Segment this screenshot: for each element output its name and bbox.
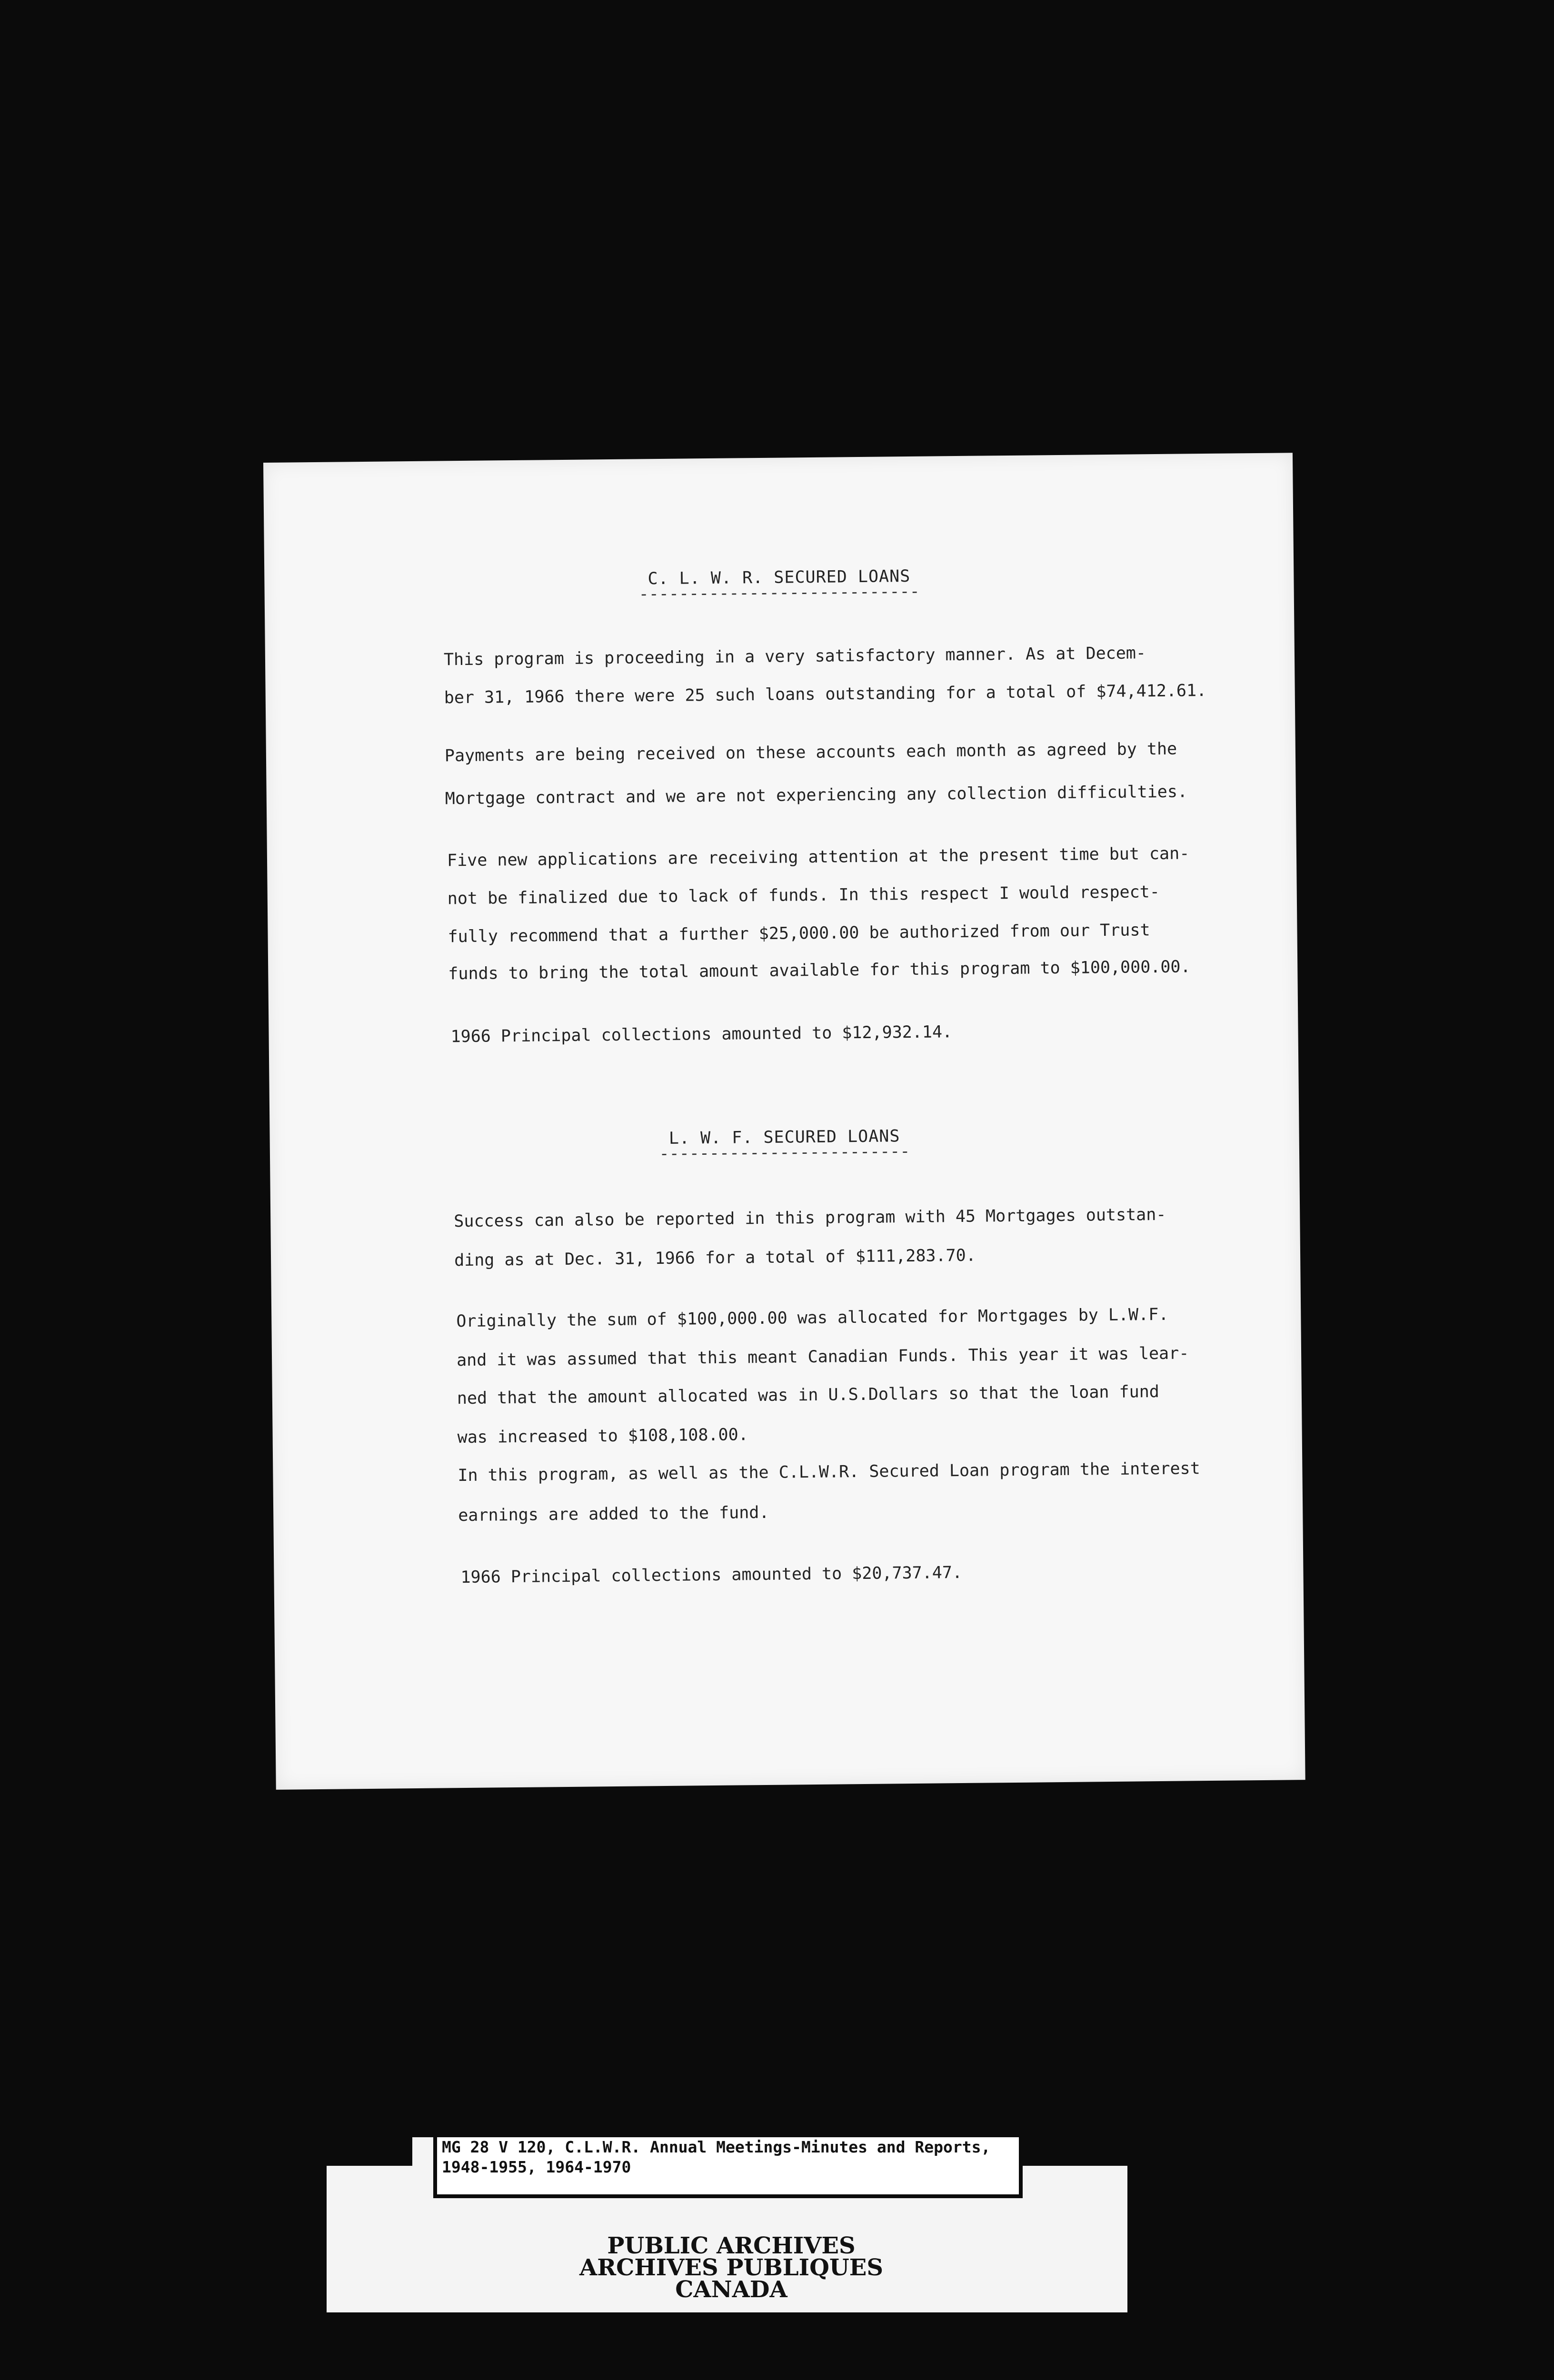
archive-reference-line1: MG 28 V 120, C.L.W.R. Annual Meetings-Minutes and Reports, — [442, 2138, 991, 2156]
section1-heading — [264, 563, 1294, 607]
paragraph-line: This program is proceeding in a very satisfactory manner. As at Decem- — [443, 644, 1146, 670]
archive-reference — [433, 2137, 1023, 2198]
paragraph-line: Five new applications are receiving attention at the present time but can- — [447, 844, 1190, 871]
paragraph-line: Payments are being received on these accounts each month as agreed by the — [444, 739, 1177, 766]
paragraph-line: fully recommend that a further $25,000.00 be authorized from our Trust — [448, 921, 1150, 947]
paragraph-line: Mortgage contract and we are not experiencing any collection difficulties. — [445, 782, 1188, 809]
archive-stamp-line1: PUBLIC ARCHIVES — [607, 2232, 856, 2259]
paragraph-line: ding as at Dec. 31, 1966 for a total of $111,283.70. — [454, 1246, 976, 1270]
section2-heading-underline: ------------------------- — [659, 1142, 910, 1164]
archive-stamp-line3: CANADA — [675, 2276, 787, 2303]
paragraph-line: ned that the amount allocated was in U.S.Dollars so that the loan fund — [457, 1382, 1160, 1408]
section2-heading — [270, 1123, 1300, 1167]
paragraph-line: not be finalized due to lack of funds. In this respect I would respect- — [447, 882, 1160, 909]
paragraph-line: Originally the sum of $100,000.00 was allocated for Mortgages by L.W.F. — [456, 1305, 1169, 1331]
paragraph-line: earnings are added to the fund. — [458, 1503, 769, 1526]
section2-heading-title: L. W. F. SECURED LOANS — [668, 1127, 900, 1148]
archive-label — [327, 2138, 1127, 2312]
section1-heading-underline: ---------------------------- — [638, 582, 920, 604]
paragraph-line: funds to bring the total amount available for this program to $100,000.00. — [448, 957, 1191, 984]
label-tab — [412, 2137, 433, 2198]
archive-reference-line2: 1948-1955, 1964-1970 — [442, 2158, 631, 2176]
paragraph-line: ber 31, 1966 there were 25 such loans outstanding for a total of $74,412.61. — [444, 681, 1207, 708]
archive-stamp — [555, 2232, 907, 2303]
paragraph-line: In this program, as well as the C.L.W.R. Secured Loan program the interest — [458, 1459, 1200, 1486]
archive-stamp-line2: ARCHIVES PUBLIQUES — [579, 2254, 883, 2281]
paragraph-line: was increased to $108,108.00. — [457, 1425, 748, 1448]
paragraph-line: 1966 Principal collections amounted to $12,932.14. — [450, 1022, 953, 1047]
section1-heading-title: C. L. W. R. SECURED LOANS — [648, 566, 911, 589]
document-page — [263, 453, 1305, 1790]
paragraph-line: 1966 Principal collections amounted to $20,737.47. — [460, 1563, 963, 1587]
paragraph-line: and it was assumed that this meant Canadian Funds. This year it was lear- — [456, 1344, 1189, 1370]
paragraph-line: Success can also be reported in this program with 45 Mortgages outstan- — [454, 1205, 1166, 1231]
